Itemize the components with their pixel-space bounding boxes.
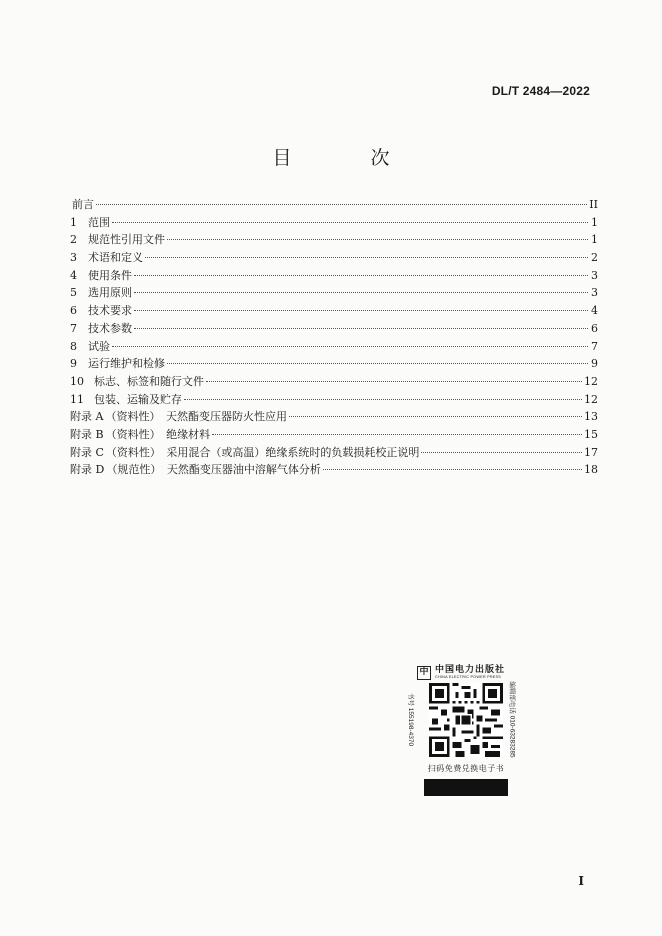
toc-entry-page: 12	[584, 392, 598, 406]
toc-entry-title: 选用原则	[88, 286, 132, 300]
phone-text: 编辑部电话 010-63283285	[508, 681, 516, 758]
toc-entry[interactable]	[70, 320, 598, 338]
toc-leader-dots	[421, 451, 582, 453]
toc-entry[interactable]	[70, 231, 598, 249]
toc-entry-page: 13	[584, 410, 598, 424]
toc-leader-dots	[134, 327, 588, 329]
toc-leader-dots	[212, 433, 582, 435]
toc-entry-number: 10	[70, 374, 84, 388]
toc-entry-page: 17	[584, 445, 598, 459]
toc-entry[interactable]	[70, 426, 598, 444]
toc-entry-title: 标志、标签和随行文件	[94, 374, 204, 388]
toc-entry-title: （规范性） 天然酯变压器油中溶解气体分析	[106, 463, 321, 477]
toc-leader-dots	[289, 415, 582, 417]
toc-entry-page: 1	[591, 215, 598, 229]
toc-entry-number: 附录 D	[70, 463, 105, 477]
toc-entry-page: 9	[591, 357, 598, 371]
toc-entry-page: 7	[591, 339, 598, 353]
publisher-block	[417, 665, 521, 680]
toc-entry[interactable]	[70, 355, 598, 373]
toc-entry-number: 11	[70, 392, 84, 406]
toc-leader-dots	[112, 221, 588, 223]
toc-entry[interactable]	[70, 196, 598, 214]
toc-entry-page: 6	[591, 321, 598, 335]
toc-leader-dots	[96, 203, 587, 205]
toc-entry[interactable]	[70, 302, 598, 320]
toc-leader-dots	[167, 238, 588, 240]
toc-leader-dots	[323, 468, 582, 470]
toc-entry-page: 1	[591, 233, 598, 247]
toc-entry[interactable]	[70, 267, 598, 285]
toc-entry-title: 试验	[88, 339, 110, 353]
toc-entry[interactable]	[70, 214, 598, 232]
toc-entry-title: 规范性引用文件	[88, 233, 165, 247]
toc-entry-title: 包装、运输及贮存	[94, 392, 182, 406]
toc-entry-page: II	[589, 198, 598, 211]
toc-entry-number: 附录 B	[70, 427, 104, 441]
table-of-contents	[70, 196, 598, 479]
toc-entry-number: 4	[70, 268, 77, 282]
toc-entry-title: 术语和定义	[88, 251, 143, 265]
publisher-logo-icon: 中	[417, 666, 431, 680]
toc-entry-title: 使用条件	[88, 268, 132, 282]
publisher-name: 中国电力出版社	[435, 665, 506, 675]
toc-entry-number: 9	[70, 357, 77, 371]
toc-entry-page: 12	[584, 374, 598, 388]
toc-entry-title: 前言	[72, 198, 94, 211]
publisher-name-en: CHINA ELECTRIC POWER PRESS	[435, 675, 501, 679]
toc-leader-dots	[112, 345, 588, 347]
toc-entry[interactable]	[70, 408, 598, 426]
toc-entry[interactable]	[70, 461, 598, 479]
toc-entry-title: （资料性） 天然酯变压器防火性应用	[105, 410, 287, 424]
toc-leader-dots	[134, 309, 588, 311]
scan-instruction: 扫码免费兑换电子书	[427, 764, 505, 773]
toc-leader-dots	[145, 256, 588, 258]
toc-entry-number: 附录 C	[70, 445, 104, 459]
toc-entry-number: 3	[70, 251, 77, 265]
toc-entry-title: 技术参数	[88, 321, 132, 335]
toc-entry-page: 3	[591, 268, 598, 282]
toc-entry-title: 技术要求	[88, 304, 132, 318]
toc-leader-dots	[134, 291, 588, 293]
redacted-code	[424, 779, 508, 796]
toc-entry-number: 2	[70, 233, 77, 247]
toc-leader-dots	[206, 380, 582, 382]
toc-entry[interactable]	[70, 249, 598, 267]
qr-card	[407, 663, 521, 793]
toc-entry-page: 2	[591, 251, 598, 265]
isbn-text: 书号 155198·4370	[407, 692, 415, 747]
toc-entry-number: 8	[70, 339, 77, 353]
toc-entry-title: （资料性） 采用混合（或高温）绝缘系统时的负载损耗校正说明	[105, 445, 420, 459]
toc-leader-dots	[184, 398, 582, 400]
toc-leader-dots	[134, 274, 588, 276]
toc-entry[interactable]	[70, 444, 598, 462]
toc-entry-title: 运行维护和检修	[88, 357, 165, 371]
toc-entry[interactable]	[70, 373, 598, 391]
toc-entry-title: 范围	[88, 215, 110, 229]
toc-entry-number: 附录 A	[70, 410, 104, 424]
toc-entry-page: 15	[584, 427, 598, 441]
toc-entry-page: 3	[591, 286, 598, 300]
toc-entry[interactable]	[70, 338, 598, 356]
qr-code-icon[interactable]	[429, 683, 503, 757]
toc-entry[interactable]	[70, 391, 598, 409]
toc-entry-page: 18	[584, 463, 598, 477]
toc-entry-title: （资料性） 绝缘材料	[105, 427, 211, 441]
page-number: I	[578, 874, 584, 888]
page-title: 目 次	[272, 147, 420, 169]
toc-entry-number: 1	[70, 215, 77, 229]
toc-entry-number: 6	[70, 304, 77, 318]
toc-entry-number: 5	[70, 286, 77, 300]
document-code: DL/T 2484—2022	[491, 84, 590, 98]
toc-entry-number: 7	[70, 321, 77, 335]
toc-leader-dots	[167, 362, 588, 364]
toc-entry-page: 4	[591, 304, 598, 318]
toc-entry[interactable]	[70, 284, 598, 302]
